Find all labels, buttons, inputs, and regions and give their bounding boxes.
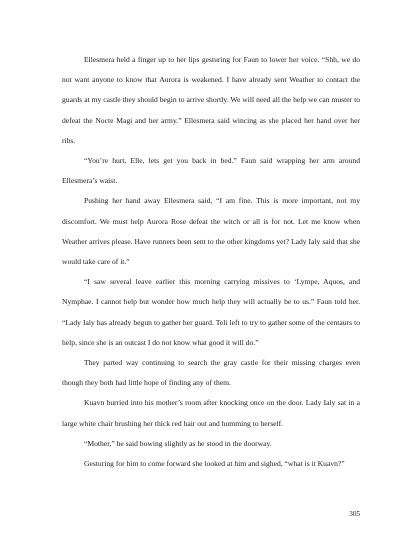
paragraph: “You’re hurt, Elle, lets get you back in bed.” Faun said wrapping her arm around Ellesmera’s waist. [62,156,360,186]
paragraph: Ellesmera held a finger up to her lips gesturing for Faun to lower her voice. “Shh, we do not want anyone to know that Aurora is weakened. I have already sent Weather to contact the guards at my castle they should begin to arrive shortly. We will need all the help we can muster to defeat the Nocte Magi and her army.” Ellesmera said wincing as she placed her hand over her ribs. [62,55,360,145]
body-text [62,50,360,474]
paragraph: Gesturing for him to come forward she looked at him and sighed, “what is it Kuavn?” [84,459,345,469]
paragraph: “I saw several leave earlier this morning carrying missives to ‘Lympe, Aquos, and Nymphae. I cannot help but wonder how much help they will actually be to us.” Faun told her. “Lady Ialy has already begun to gather her guard. Teli left to try to gather some of the centaurs to help, since she is an outcast I do not know what good it will do.” [62,277,360,347]
paragraph: They parted way continuing to search the gray castle for their missing charges even though they both had little hope of finding any of them. [62,358,360,388]
paragraph: Kuavn hurried into his mother’s room after knocking once on the door. Lady Ialy sat in a large white chair brushing her thick red hair out and humming to herself. [62,398,360,428]
page-number: 305 [349,510,360,518]
paragraph: Pushing her hand away Ellesmera said, “I am fine. This is more important, not my discomfort. We must help Aurora Rose defeat the witch or all is for not. Let me know when Weather arrives please. Have runners been sent to the other kingdoms yet? Lady Ialy said that she would take care of it.” [62,196,360,267]
paragraph: “Mother,” he said bowing slightly as he stood in the doorway. [84,438,272,448]
